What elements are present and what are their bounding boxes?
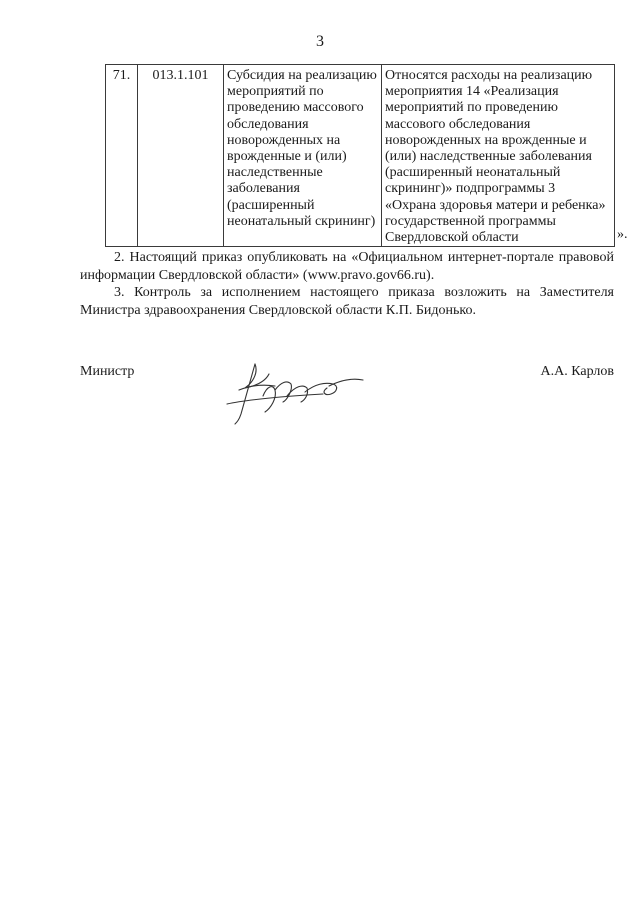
paragraph-publication: 2. Настоящий приказ опубликовать на «Официальном интернет-портале правовой информации Свердловской области» (www.pravo.gov66.ru). [80, 250, 614, 283]
handwritten-signature [225, 356, 375, 426]
cell-line: новорожденных на врожденные и [385, 132, 587, 148]
cell-line: «Охрана здоровья матери и ребенка» [385, 197, 606, 213]
signer-title: Министр [80, 364, 135, 379]
cell-line: заболевания [227, 181, 300, 197]
budget-classification-table [105, 64, 615, 247]
signer-name: А.А. Карлов [540, 364, 614, 379]
cell-line: (расширенный [227, 197, 315, 213]
cell-line: (или) наследственные заболевания [385, 149, 592, 165]
page-number: 3 [316, 33, 324, 50]
expense-name-cell [224, 65, 382, 247]
cell-line: наследственные [227, 165, 323, 181]
cell-line: мероприятий по [227, 84, 324, 100]
cell-line: проведению массового [227, 100, 364, 116]
cell-line: Относятся расходы на реализацию [385, 68, 593, 83]
cell-line: мероприятия 14 «Реализация [385, 84, 559, 100]
cell-line: врожденные и (или) [227, 149, 347, 165]
cell-line: неонатальный скрининг) [227, 213, 376, 229]
cell-line: массового обследования [385, 116, 531, 132]
row-number-cell: 71. [106, 65, 138, 247]
cell-line: скрининг)» подпрограммы 3 [385, 181, 556, 197]
table-row [106, 65, 615, 247]
cell-line: новорожденных на [227, 132, 341, 148]
paragraph-control: 3. Контроль за исполнением настоящего приказа возложить на Заместителя Министра здравоохранения Свердловской области К.П. Бидонько. [80, 285, 614, 318]
cell-line: государственной программы [385, 213, 556, 229]
cell-line: (расширенный неонатальный [385, 165, 561, 181]
cell-line: Свердловской области [385, 230, 519, 246]
cell-line: мероприятий по проведению [385, 100, 558, 116]
cell-line: обследования [227, 116, 309, 132]
closing-quote-mark: ». [617, 227, 628, 242]
expense-description-cell [382, 65, 615, 247]
code-cell: 013.1.101 [138, 65, 224, 247]
cell-line: Субсидия на реализацию [227, 68, 377, 83]
